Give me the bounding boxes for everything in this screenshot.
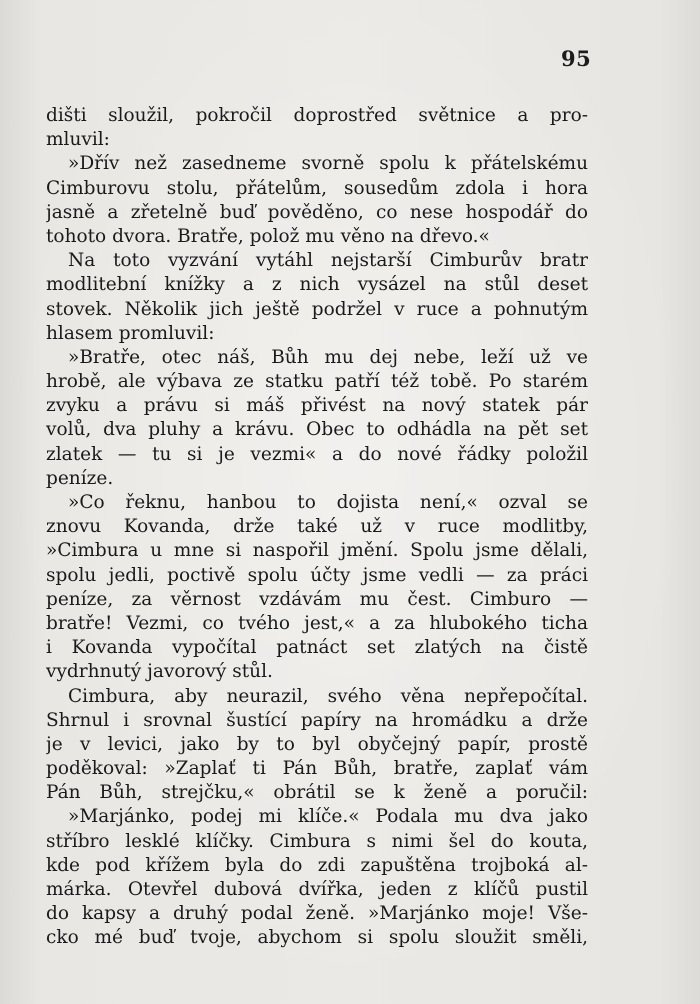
text-line: Shrnul i srovnal šustící papíry na hromádku a drže (46, 709, 588, 731)
text-line: i Kovanda vypočítal patnáct set zlatých na čistě (46, 637, 588, 659)
text-line: »Dřív než zasedneme svorně spolu k přátelskému (68, 153, 588, 175)
text-line: modlitební knížky a z nich vysázel na stůl deset (46, 274, 588, 296)
text-line: »Co řeknu, hanbou to dojista není,« ozval se (68, 492, 588, 513)
text-line: volů, dva pluhy a krávu. Obec to odhádla na pět set (46, 419, 588, 441)
text-line: hlasem promluvil: (46, 322, 215, 344)
text-line: »Cimbura u mne si naspořil jmění. Spolu jsme dělali, (46, 540, 588, 562)
text-line: »Bratře, otec náš, Bůh mu dej nebe, leží už ve (68, 346, 588, 368)
text-line: Pán Bůh, strejčku,« obrátil se k ženě a poručil: (46, 782, 588, 804)
text-line: stovek. Několik jich ještě podržel v ruce a pohnutým (46, 298, 588, 320)
text-line: Na toto vyzvání vytáhl nejstarší Cimburův bratr (68, 250, 588, 272)
text-line: zlatek — tu si je vezmi« a do nové řádky položil (46, 443, 588, 465)
text-line: cko mé buď tvoje, abychom si spolu sloužit směli, (46, 927, 588, 949)
text-line: je v levici, jako by to byl obyčejný papír, prostě (46, 733, 588, 755)
text-line: poděkoval: »Zaplať ti Pán Bůh, bratře, zaplať vám (46, 758, 588, 780)
text-line: »Marjánko, podej mi klíče.« Podala mu dva jako (68, 806, 588, 828)
text-line: dišti sloužil, pokročil doprostřed světnice a pro- (46, 105, 588, 126)
text-line: Cimburovu stolu, přátelům, sousedům zdola i hora (46, 177, 588, 199)
text-line: stříbro lesklé klíčky. Cimbura s nimi šel do kouta, (46, 830, 588, 852)
text-line: márka. Otevřel dubová dvířka, jeden z klíčů pustil (46, 879, 588, 900)
page-number: 95 (561, 46, 592, 71)
text-line: peníze, za věrnost vzdávám mu čest. Cimburo — (46, 588, 588, 610)
text-line: tohoto dvora. Bratře, polož mu věno na dřevo.« (46, 225, 490, 247)
text-line: peníze. (46, 467, 114, 489)
text-line: zvyku a právu si máš přivést na nový statek pár (46, 395, 588, 417)
text-line: mluvil: (46, 129, 110, 151)
text-line: hrobě, ale výbava ze statku patří též tobě. Po starém (46, 371, 588, 393)
body-text (46, 104, 588, 951)
text-line: znovu Kovanda, drže také už v ruce modlitby, (46, 516, 588, 538)
text-line: bratře! Vezmi, co tvého jest,« a za hlubokého ticha (46, 612, 588, 634)
text-line: Cimbura, aby neurazil, svého věna nepřepočítal. (68, 685, 588, 707)
text-line: spolu jedli, poctivě spolu účty jsme vedli — za práci (46, 564, 588, 586)
text-line: do kapsy a druhý podal ženě. »Marjánko moje! Vše- (46, 903, 588, 925)
text-line: vydrhnutý javorový stůl. (46, 661, 273, 683)
text-line: kde pod křížem byla do zdi zapuštěna trojboká al- (46, 854, 588, 876)
text-line: jasně a zřetelně buď pověděno, co nese hospodář do (46, 201, 588, 223)
